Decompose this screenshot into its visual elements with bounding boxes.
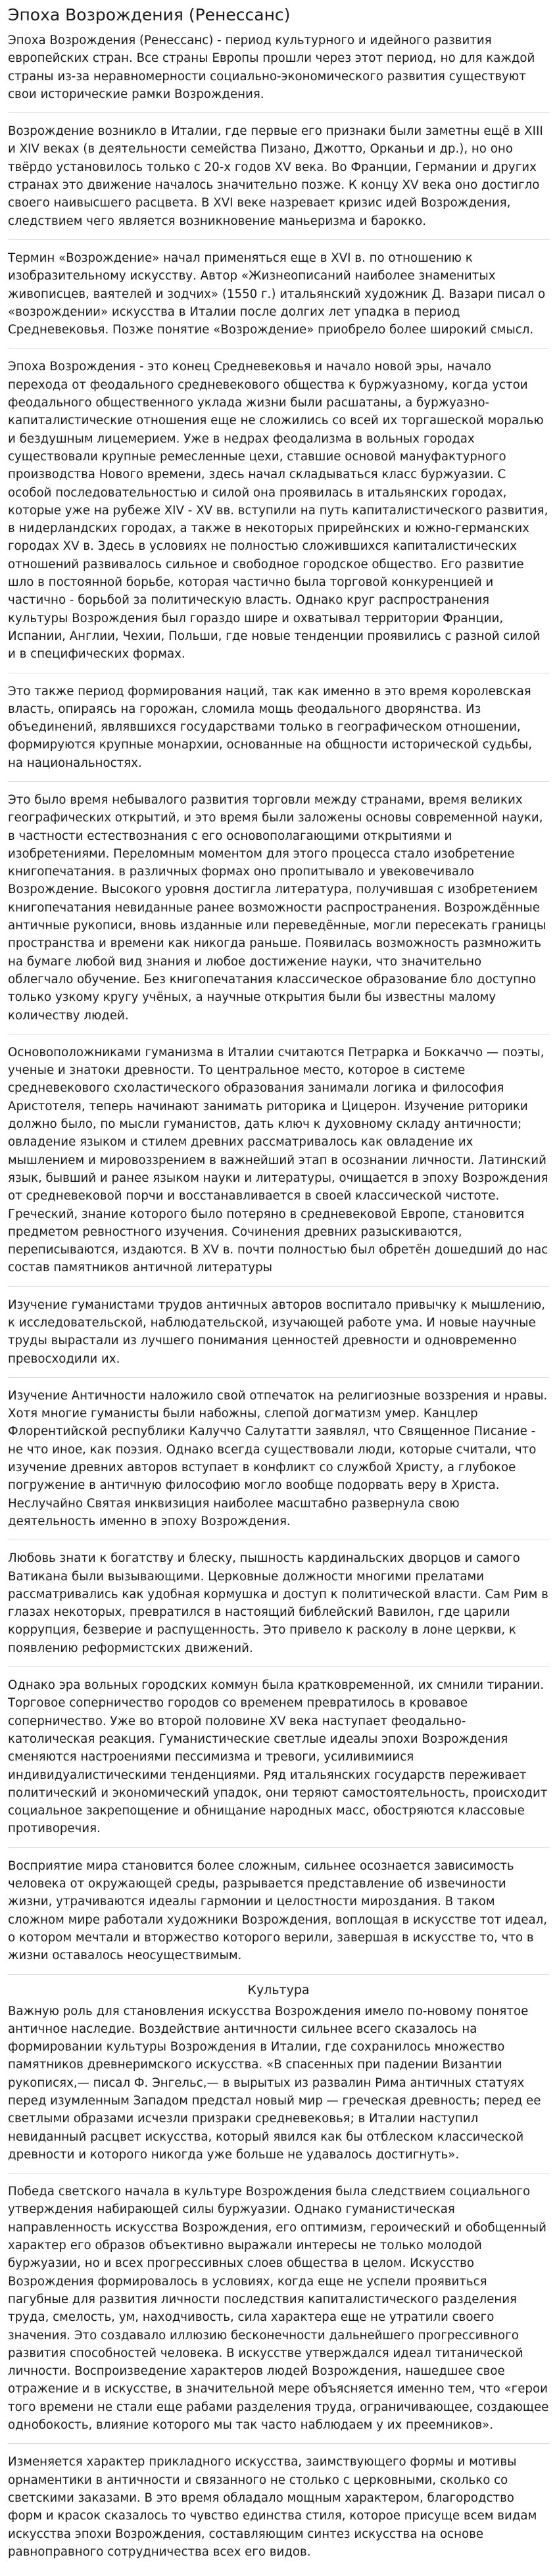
paragraph: Это также период формирования наций, так как именно в это время королевская власть, опираясь на горожан, сломила мощь феодального дворянства. Из объединений, являвшихся государствами только в географическом отношении, формируются крупные монархии, основанные на общности исторической судьбы, на национальностях. (8, 683, 549, 782)
paragraph: Это было время небывалого развития торговли между странами, время великих географических открытий, и это время были заложены основы современной науки, в частности естествознания с его основополагающими открытиями и изобретениями. Переломным моментом для этого процесса стало изобретение книгопечатания. в различных формах оно пропитывало и увековечивало Возрождение. Высокого уровня достигла литература, получившая с изобретением книгопечатания невиданные ранее возможности распространения. Возрождённые античные рукописи, вновь изданные или переведённые, могли пересекать границы пространства и времени как никогда раньше. Появилась возможность размножить на бумаге любой вид знания и любое достижение науки, что значительно облегчало обучение. Без книгопечатания классическое образование бло доступно только узкому кругу учёных, а научные открытия были бы известны малому количеству людей. (8, 791, 549, 1034)
paragraph: Основоположниками гуманизма в Италии считаются Петрарка и Боккаччо — поэты, ученые и знатоки древности. То центральное место, которое в системе средневекового схоластического образования занимали логика и философия Аристотеля, теперь начинают занимать риторика и Цицерон. Изучение риторики должно было, по мысли гуманистов, дать ключ к духовному складу античности; овладение языком и стилем древних рассматривалось как овладение их мышлением и мировоззрением в важнейший этап в осознании личности. Латинский язык, бывший и ранее языком науки и литературы, очищается в эпоху Возрождения от средневековой порчи и восстанавливается в своей классической чистоте. Греческий, знание которого было потеряно в средневековой Европе, становится предметом ревностного изучения. Сочинения древних разыскиваются, переписываются, издаются. В XV в. почти полностью был обретён дошедший до нас состав памятников античной литературы (8, 1044, 549, 1287)
paragraph: Изучение Античности наложило свой отпечаток на религиозные воззрения и нравы. Хотя многие гуманисты были набожны, слепой догматизм умер. Канцлер Флорентийской республики Калуччо Салутатти заявлял, что Священное Писание - не что иное, как поэзия. Однако всегда существовали люди, которые считали, что изучение древних авторов вступает в конфликт со службой Христу, а глубокое погружение в античную философию могло вообще подорвать веру в Христа. Неслучайно Святая инквизиция наиболее масштабно развернула свою деятельность именно в эпоху Возрождения. (8, 1387, 549, 1540)
paragraph: Однако эра вольных городских коммун была кратковременной, их смнили тирании. Торговое соперничество городов со временем превратилось в кровавое соперничество. Уже во второй половине XV века наступает феодально-католическая реакция. Гуманистические светлые идеалы эпохи Возрождения сменяются настроениями пессимизма и тревоги, усиливимиися индивидуалистическими тенденциями. Ряд итальянских государств переживает политический и экономический упадок, они теряют самостоятельность, происходит социальное закрепощение и обнищание народных масс, обостряются классовые противоречия. (8, 1676, 549, 1848)
paragraph: Победа светского начала в культуре Возрождения была следствием социального утверждения набирающей силы буржуазии. Однако гуманистическая направленность искусства Возрождения, его оптимизм, героический и обобщенный характер его образов объективно выражали интересы не только молодой буржуазии, но и всех прогрессивных слоев общества в целом. Искусство Возрождения формировалось в условиях, когда еще не успели проявиться пагубные для развития личности последствия капиталистического разделения труда, смелость, ум, находчивость, сила характера еще не утратили своего значения. Это создавало иллюзию бесконечности дальнейшего прогрессивного развития способностей человека. В искусстве утверждался идеал титанической личности. Воспроизведение характеров людей Возрождения, нашедшее свое отражение и в искусстве, в значительной мере объясняется именно тем, что «герои того времени не стали еще рабами разделения труда, ограничивающее, создающее однобокость, влияние которого мы так часто наблюдаем у их преемников». (8, 2183, 549, 2444)
paragraph: Изменяется характер прикладного искусства, заимствующего формы и мотивы орнаментики в античности и связанного не столько с церковными, сколько со светскими заказами. В это время обладало мощным характером, благородство форм и красок сказалось то чувство единства стиля, которое присуще всем видам искусства эпохи Возрождения, составляющим синтез искусства на основе равноправного сотрудничества всех его видов. (8, 2455, 537, 2559)
section-heading-culture: Культура (247, 1982, 310, 1997)
document-title: Эпоха Возрождения (Ренессанс) (8, 5, 291, 24)
paragraph: Возрождение возникло в Италии, где первые его признаки были заметны ещё в XIII и XIV веках (в деятельности семейства Пизано, Джотто, Орканьи и др.), но оно твёрдо установилось только с 20-х годов XV века. Во Франции, Германии и других странах это движение началось значительно позже. К концу XV века оно достигло своего наивысшего расцвета. В XVI веке назревает кризис идей Возрождения, следствием чего является возникновение маньеризма и барокко. (8, 122, 549, 240)
paragraph: Эпоха Возрождения - это конец Средневековья и начало новой эры, начало перехода от феодального средневекового общества к буржуазному, когда устои феодального общественного уклада жизни были расшатаны, а буржуазно-капиталистические отношения еще не сложились со всей их торгашеской моралью и бездушным лицемерием. Уже в недрах феодализма в вольных городах существовали крупные ремесленные цехи, ставшие основой мануфактурного производства Нового времени, здесь начал складываться класс буржуазии. С особой последовательностью и силой она проявилась в итальянских городах, которые уже на рубеже XIV - XV вв. вступили на путь капиталистического развития, в нидерландских городах, а также в некоторых прирейнских и южно-германских городах XV в. Здесь в условиях не полностью сложившихся капиталистических отношений развивалось сильное и свободное городское общество. Его развитие шло в постоянной борьбе, которая частично была торговой конкуренцией и частично - борьбой за политическую власть. Однако круг распространения культуры Возрождения был гораздо шире и охватывал территории Франции, Испании, Англии, Чехии, Польши, где новые тенденции проявились с разной силой и в специфических формах. (8, 358, 549, 673)
paragraph: Изучение гуманистами трудов античных авторов воспитало привычку к мышлению, к исследовательской, наблюдательской, изучающей работе ума. И новые научные труды вырастали из лучшего понимания ценностей древности и одновременно превосходили их. (8, 1296, 549, 1378)
paragraph: Любовь знати к богатству и блеску, пышность кардинальских дворцов и самого Ватикана были вызывающими. Церковные должности многими прелатами рассматривались как удобная кормушка и доступ к политической власти. Сам Рим в глазах некоторых, превратился в настоящий библейский Вавилон, где царили коррупция, безверие и распущенность. Это привело к расколу в лоне церкви, к появлению реформистских движений. (8, 1549, 549, 1667)
paragraph: Эпоха Возрождения (Ренессанс) - период культурного и идейного развития европейских стран. Все страны Европы прошли через этот период, но для каждой страны из-за неравномерности социально-экономического развития существуют свои исторические рамки Возрождения. (8, 32, 549, 113)
paragraph: Важную роль для становления искусства Возрождения имело по-новому понятое античное наследие. Воздействие античности сильнее всего сказалось на формировании культуры Возрождения в Италии, где сохранилось множество памятников древнеримского искусства. «В спасенных при падении Византии рукописях,— писал Ф. Энгельс,— в вырытых из развалин Рима античных статуях перед изумленным Западом предстал новый мир — греческая древность; перед ее светлыми образами исчезли призраки средневековья; в Италии наступил невиданный расцвет искусства, который явился как бы отблеском классической древности и которого никогда уже больше не удавалось достигнуть». (8, 2003, 549, 2174)
paragraph: Термин «Возрождение» начал применяться еще в XVI в. по отношению к изобразительному искусству. Автор «Жизнеописаний наиболее знаменитых живописцев, ваятелей и зодчих» (1550 г.) итальянский художник Д. Вазари писал о «возрождении» искусства в Италии после долгих лет упадка в период Средневековья. Позже понятие «Возрождение» приобрело более широкий смысл. (8, 249, 549, 349)
paragraph: Восприятие мира становится более сложным, сильнее осознается зависимость человека от окружающей среды, разрывается представление об извечиности жизни, утрачиваются идеалы гармонии и целостности мироздания. В таком сложном мире работали художники Возрождения, воплощая в искусстве тот идеал, о котором мечтали и вторжество которого верили, завершая в искусстве то, что в жизни оставалось неосуществимым. (8, 1857, 549, 1975)
